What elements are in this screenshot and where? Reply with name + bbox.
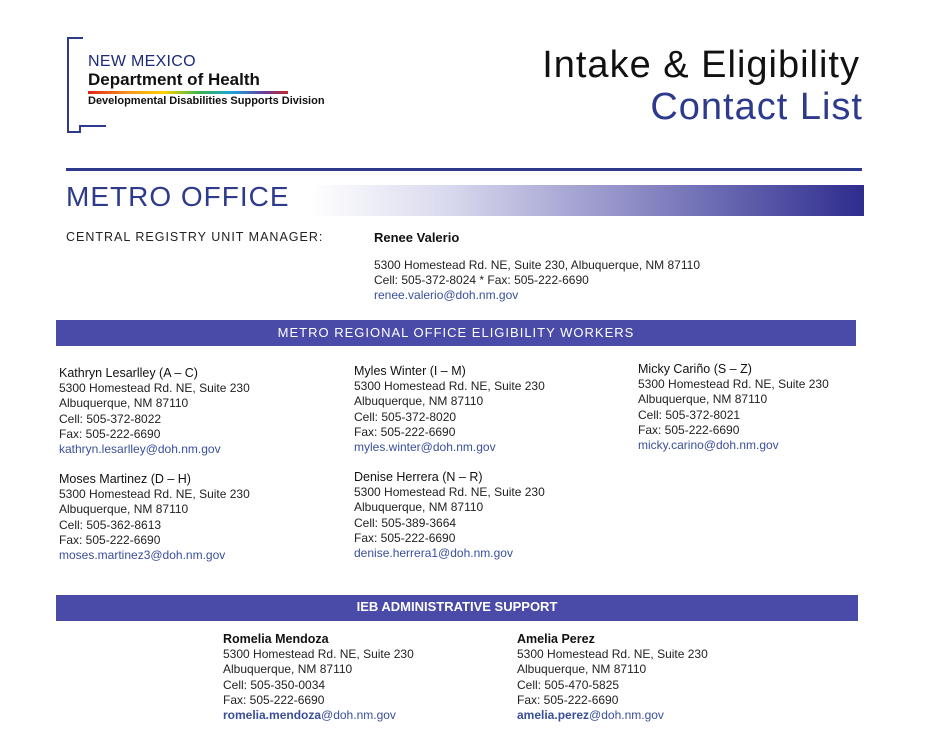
metro-office-heading: METRO OFFICE bbox=[66, 181, 290, 212]
logo-color-stripe bbox=[88, 91, 288, 94]
logo-state-text: NEW MEXICO bbox=[88, 53, 196, 70]
admin-card bbox=[223, 632, 414, 723]
admin-name: Romelia Mendoza bbox=[223, 632, 329, 646]
worker-name: Micky Cariño (S – Z) bbox=[638, 362, 752, 376]
manager-name: Renee Valerio bbox=[374, 230, 460, 245]
worker-fax: Fax: 505-222-6690 bbox=[354, 424, 456, 439]
admin-fax: Fax: 505-222-6690 bbox=[517, 692, 619, 707]
worker-address: 5300 Homestead Rd. NE, Suite 230 bbox=[59, 381, 250, 396]
worker-fax: Fax: 505-222-6690 bbox=[59, 426, 161, 441]
admin-address: 5300 Homestead Rd. NE, Suite 230 bbox=[517, 647, 708, 662]
worker-city: Albuquerque, NM 87110 bbox=[354, 500, 484, 515]
worker-name: Denise Herrera (N – R) bbox=[354, 470, 483, 484]
worker-cell: Cell: 505-389-3664 bbox=[354, 515, 457, 530]
manager-contact bbox=[374, 258, 700, 303]
worker-email-link[interactable]: denise.herrera1@doh.nm.gov bbox=[354, 546, 513, 561]
worker-cell: Cell: 505-372-8020 bbox=[354, 409, 457, 424]
worker-cell: Cell: 505-362-8613 bbox=[59, 517, 162, 532]
eligibility-workers-band: METRO REGIONAL OFFICE ELIGIBILITY WORKERS bbox=[56, 320, 856, 346]
worker-address: 5300 Homestead Rd. NE, Suite 230 bbox=[638, 377, 829, 392]
page-subtitle: Contact List bbox=[650, 86, 863, 128]
admin-support-band: IEB ADMINISTRATIVE SUPPORT bbox=[56, 595, 858, 621]
worker-card bbox=[354, 364, 545, 455]
admin-cell: Cell: 505-470-5825 bbox=[517, 677, 620, 692]
worker-name: Moses Martinez (D – H) bbox=[59, 472, 191, 486]
worker-fax: Fax: 505-222-6690 bbox=[59, 532, 161, 547]
worker-card bbox=[59, 472, 250, 563]
worker-city: Albuquerque, NM 87110 bbox=[638, 392, 768, 407]
worker-email-link[interactable]: myles.winter@doh.nm.gov bbox=[354, 440, 496, 455]
admin-name: Amelia Perez bbox=[517, 632, 595, 646]
logo-division-text: Developmental Disabilities Supports Division bbox=[88, 95, 325, 107]
worker-email-link[interactable]: moses.martinez3@doh.nm.gov bbox=[59, 548, 226, 563]
worker-email-link[interactable]: kathryn.lesarlley@doh.nm.gov bbox=[59, 442, 221, 457]
metro-gradient-band bbox=[310, 185, 864, 216]
admin-cell: Cell: 505-350-0034 bbox=[223, 677, 326, 692]
manager-address: 5300 Homestead Rd. NE, Suite 230, Albuquerque, NM 87110 bbox=[374, 258, 700, 272]
admin-email-link[interactable]: amelia.perez@doh.nm.gov bbox=[517, 708, 664, 723]
manager-label: CENTRAL REGISTRY UNIT MANAGER: bbox=[66, 230, 324, 244]
manager-email-link[interactable]: renee.valerio@doh.nm.gov bbox=[374, 288, 519, 302]
logo-department-text: Department of Health bbox=[88, 70, 260, 89]
worker-card bbox=[638, 362, 829, 453]
admin-address: 5300 Homestead Rd. NE, Suite 230 bbox=[223, 647, 414, 662]
worker-card bbox=[354, 470, 545, 561]
admin-fax: Fax: 505-222-6690 bbox=[223, 692, 325, 707]
worker-fax: Fax: 505-222-6690 bbox=[638, 422, 740, 437]
worker-fax: Fax: 505-222-6690 bbox=[354, 530, 456, 545]
header-divider bbox=[66, 168, 862, 171]
admin-email-link[interactable]: romelia.mendoza@doh.nm.gov bbox=[223, 708, 396, 723]
admin-city: Albuquerque, NM 87110 bbox=[223, 662, 353, 677]
worker-name: Kathryn Lesarlley (A – C) bbox=[59, 366, 198, 380]
page-title: Intake & Eligibility bbox=[542, 44, 860, 86]
worker-email-link[interactable]: micky.carino@doh.nm.gov bbox=[638, 438, 779, 453]
worker-city: Albuquerque, NM 87110 bbox=[354, 394, 484, 409]
nmdoh-logo bbox=[66, 36, 366, 136]
worker-address: 5300 Homestead Rd. NE, Suite 230 bbox=[59, 487, 250, 502]
admin-card bbox=[517, 632, 708, 723]
worker-cell: Cell: 505-372-8021 bbox=[638, 407, 741, 422]
worker-city: Albuquerque, NM 87110 bbox=[59, 502, 189, 517]
worker-address: 5300 Homestead Rd. NE, Suite 230 bbox=[354, 485, 545, 500]
worker-cell: Cell: 505-372-8022 bbox=[59, 411, 162, 426]
worker-card bbox=[59, 366, 250, 457]
worker-name: Myles Winter (I – M) bbox=[354, 364, 466, 378]
admin-city: Albuquerque, NM 87110 bbox=[517, 662, 647, 677]
manager-phone: Cell: 505-372-8024 * Fax: 505-222-6690 bbox=[374, 273, 589, 287]
worker-address: 5300 Homestead Rd. NE, Suite 230 bbox=[354, 379, 545, 394]
worker-city: Albuquerque, NM 87110 bbox=[59, 396, 189, 411]
